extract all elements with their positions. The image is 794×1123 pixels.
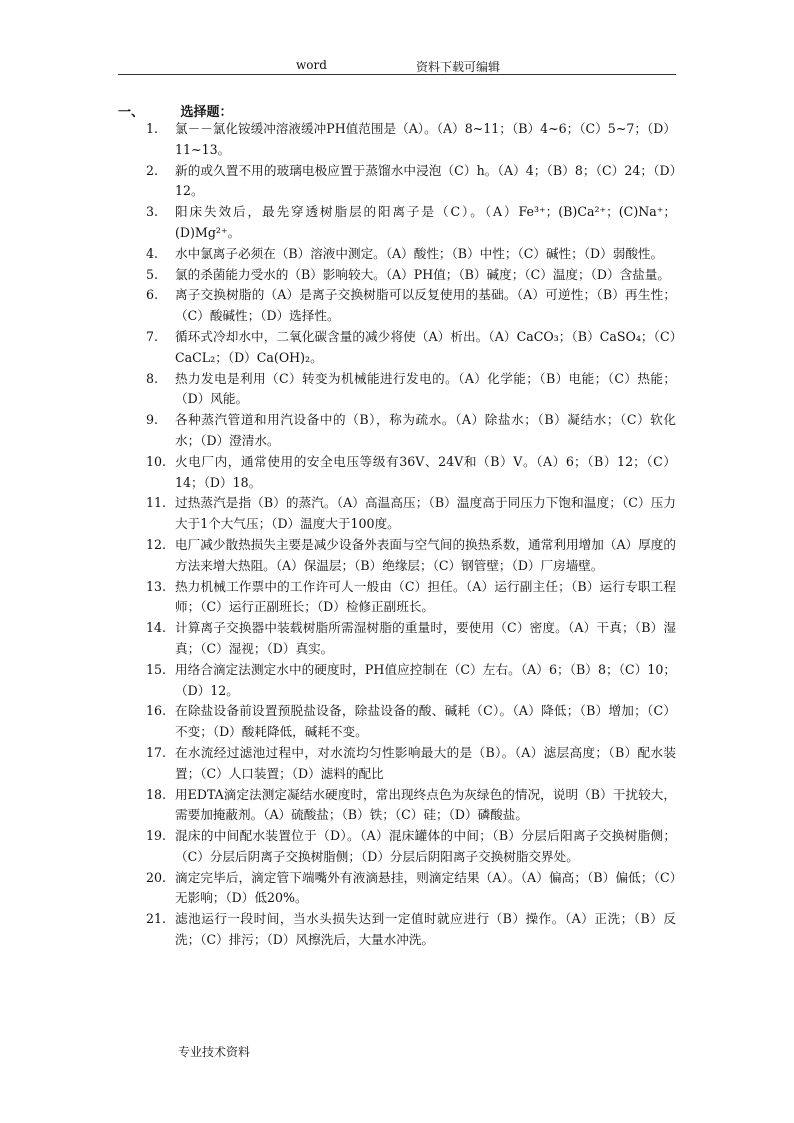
page-footer: 专业技术资料 bbox=[178, 1045, 251, 1059]
question-text: 计算离子交换器中装载树脂所需湿树脂的重量时，要使用（C）密度。（A）干真；（B）湿真；（C）湿视；（D）真实。 bbox=[175, 620, 676, 656]
question-text: 氯－－氯化铵缓冲溶液缓冲PH值范围是（A）。（A）8~11；（B）4~6；（C）5~7；（D）11~13。 bbox=[175, 121, 676, 157]
question-item bbox=[146, 244, 676, 265]
question-text: 滤池运行一段时间，当水头损失达到一定值时就应进行（B）操作。（A）正洗；（B）反洗；（C）排污；（D）风擦洗后，大量水冲洗。 bbox=[175, 911, 676, 948]
question-text: 阳床失效后，最先穿透树脂层的阳离子是（C）。（A）Fe³⁺；(B)Ca²⁺；(C)Na⁺；(D)Mg²⁺。 bbox=[175, 204, 676, 240]
question-text: 热力发电是利用（C）转变为机械能进行发电的。（A）化学能；（B）电能；（C）热能；（D）风能。 bbox=[175, 370, 676, 407]
question-text: 火电厂内，通常使用的安全电压等级有36V、24V和（B）V。（A）6；（B）12；（C）14；（D）18。 bbox=[175, 453, 676, 490]
question-item bbox=[146, 202, 676, 244]
question-number: 18. bbox=[146, 786, 167, 802]
question-item bbox=[146, 618, 676, 660]
question-number: 16. bbox=[146, 703, 167, 719]
question-item bbox=[146, 826, 676, 868]
question-number: 19. bbox=[146, 828, 167, 844]
question-number: 10. bbox=[146, 453, 167, 469]
question-item bbox=[146, 161, 676, 203]
question-number: 2. bbox=[146, 162, 159, 178]
question-text: 水中氯离子必须在（B）溶液中测定。（A）酸性；（B）中性；（C）碱性；（D）弱酸性。 bbox=[175, 245, 664, 261]
section-title: 选择题： bbox=[180, 105, 233, 120]
question-text: 在水流经过滤池过程中，对水流均匀性影响最大的是（B）。（A）滤层高度；（B）配水装置；（C）人口装置；（D）滤料的配比 bbox=[175, 744, 676, 781]
question-number: 1. bbox=[146, 121, 159, 136]
question-number: 14. bbox=[146, 620, 167, 636]
question-text: 在除盐设备前设置预脱盐设备，除盐设备的酸、碱耗（C）。（A）降低；（B）增加；（C）不变；（D）酸耗降低，碱耗不变。 bbox=[175, 703, 676, 740]
question-item bbox=[146, 868, 676, 910]
question-number: 17. bbox=[146, 744, 167, 760]
question-item bbox=[146, 119, 676, 161]
question-number: 20. bbox=[146, 869, 167, 885]
question-text: 过热蒸汽是指（B）的蒸汽。（A）高温高压；（B）温度高于同压力下饱和温度；（C）压力大于1个大气压；（D）温度大于100度。 bbox=[175, 495, 676, 532]
question-text: 离子交换树脂的（A）是离子交换树脂可以反复使用的基础。（A）可逆性；（B）再生性；（C）酸碱性；（D）选择性。 bbox=[175, 287, 676, 324]
page-header bbox=[118, 56, 676, 75]
question-item bbox=[146, 327, 676, 369]
question-item bbox=[146, 785, 676, 827]
question-item bbox=[146, 660, 676, 702]
question-number: 5. bbox=[146, 266, 159, 282]
question-item bbox=[146, 452, 676, 494]
question-text: 各种蒸汽管道和用汽设备中的（B），称为疏水。（A）除盐水；（B）凝结水；（C）软化水；（D）澄清水。 bbox=[175, 412, 676, 448]
question-item bbox=[146, 535, 676, 577]
question-text: 新的或久置不用的玻璃电极应置于蒸馏水中浸泡（C）h。（A）4；（B）8；（C）24；（D）12。 bbox=[175, 162, 676, 199]
question-number: 15. bbox=[146, 661, 167, 677]
question-number: 7. bbox=[146, 328, 159, 344]
question-number: 12. bbox=[146, 536, 167, 552]
question-item bbox=[146, 701, 676, 743]
question-text: 混床的中间配水装置位于（D）。（A）混床罐体的中间；（B）分层后阳离子交换树脂侧；（C）分层后阴离子交换树脂侧；（D）分层后阴阳离子交换树脂交界处。 bbox=[175, 828, 676, 864]
question-number: 8. bbox=[146, 370, 159, 386]
header-left-text: word bbox=[296, 58, 327, 72]
section-heading bbox=[118, 101, 233, 120]
question-item bbox=[146, 265, 676, 286]
question-number: 21. bbox=[146, 911, 167, 927]
question-item bbox=[146, 743, 676, 785]
question-item bbox=[146, 577, 676, 619]
header-right-text: 资料下载可编辑 bbox=[416, 60, 501, 74]
question-text: 热力机械工作票中的工作许可人一般由（C）担任。（A）运行副主任；（B）运行专职工程师；（C）运行正副班长；（D）检修正副班长。 bbox=[175, 578, 676, 615]
question-text: 用EDTA滴定法测定凝结水硬度时，常出现终点色为灰绿色的情况，说明（B）干扰较大，需要加掩蔽剂。（A）硫酸盐；（B）铁；（C）硅；（D）磷酸盐。 bbox=[175, 786, 676, 823]
question-number: 9. bbox=[146, 412, 159, 428]
question-item bbox=[146, 410, 676, 452]
section-number: 一、 bbox=[118, 105, 145, 120]
question-text: 循环式冷却水中，二氧化碳含量的减少将使（A）析出。（A）CaCO₃；（B）CaSO₄；（C）CaCL₂；（D）Ca(OH)₂。 bbox=[175, 328, 676, 365]
question-item bbox=[146, 493, 676, 535]
question-item bbox=[146, 369, 676, 411]
question-text: 用络合滴定法测定水中的硬度时，PH值应控制在（C）左右。（A）6；（B）8；（C）10；（D）12。 bbox=[175, 661, 676, 698]
question-number: 6. bbox=[146, 287, 159, 303]
question-item bbox=[146, 285, 676, 327]
question-number: 11. bbox=[146, 495, 167, 511]
question-number: 3. bbox=[146, 204, 159, 220]
question-number: 13. bbox=[146, 578, 167, 594]
question-item bbox=[146, 909, 676, 951]
question-text: 滴定完毕后，滴定管下端嘴外有液滴悬挂，则滴定结果（A）。（A）偏高；（B）偏低；（C）无影响；（D）低20%。 bbox=[175, 869, 676, 906]
question-number: 4. bbox=[146, 245, 159, 261]
question-list bbox=[146, 119, 676, 951]
question-text: 电厂减少散热损失主要是减少设备外表面与空气间的换热系数，通常利用增加（A）厚度的方法来增大热阻。（A）保温层；（B）绝缘层；（C）钢管壁；（D）厂房墙壁。 bbox=[175, 536, 676, 573]
question-text: 氯的杀菌能力受水的（B）影响较大。（A）PH值；（B）碱度；（C）温度；（D）含盐量。 bbox=[175, 266, 670, 282]
